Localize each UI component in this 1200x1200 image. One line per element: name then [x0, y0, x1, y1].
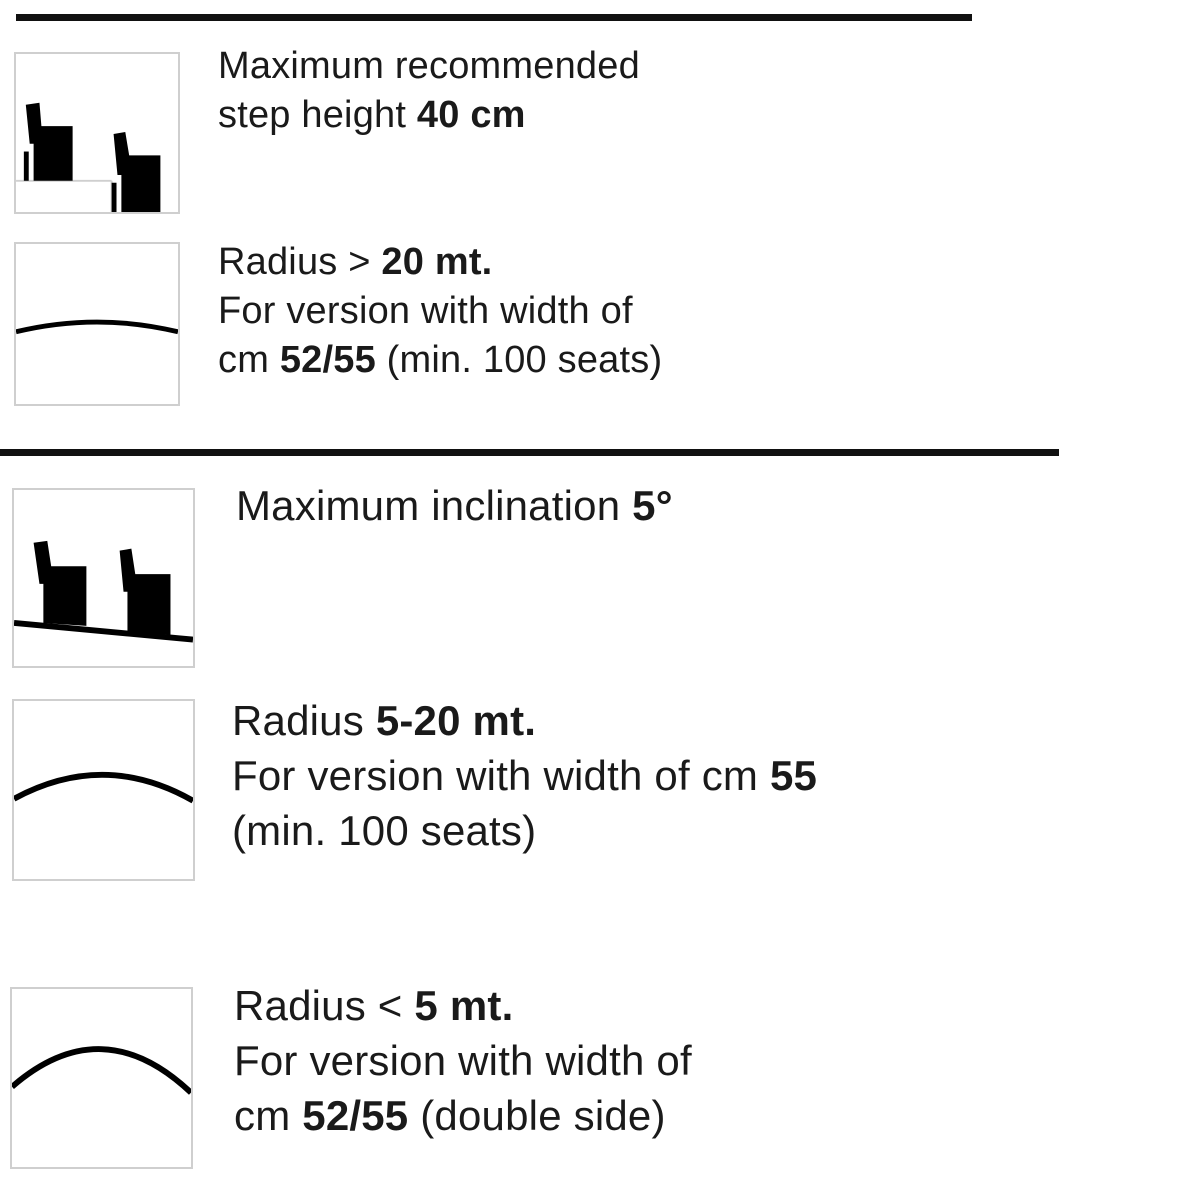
section-divider-top: [16, 14, 972, 21]
text-line: [218, 287, 662, 336]
gentle-curve-radius-icon: [14, 242, 180, 406]
text-line: [218, 336, 662, 385]
two-seats-step-drawing: [16, 54, 178, 212]
two-seats-inclined-drawing: [14, 490, 193, 666]
text-line: [232, 803, 817, 858]
text-line: [236, 478, 673, 533]
text-line: [234, 1088, 692, 1143]
text-line: [232, 693, 817, 748]
section-divider-middle: [0, 449, 1059, 456]
two-seats-step-icon: [14, 52, 180, 214]
text-line: [232, 748, 817, 803]
text-segment-bold: 40 cm: [416, 94, 526, 136]
tight-curve-drawing: [12, 989, 191, 1167]
entry-radius-20-text: [218, 238, 662, 385]
medium-curve-radius-icon: [12, 699, 195, 881]
gentle-curve-drawing: [16, 244, 178, 404]
medium-curve-drawing: [14, 701, 193, 879]
text-line: [234, 978, 692, 1033]
two-seats-inclined-icon: [12, 488, 195, 668]
text-segment: Radius <: [234, 982, 415, 1029]
entry-inclination-text: [236, 478, 673, 533]
text-segment-bold: 20 mt.: [381, 241, 493, 283]
tight-curve-radius-icon: [10, 987, 193, 1169]
text-segment: (min. 100 seats): [375, 339, 663, 381]
entry-radius-5-text: [234, 978, 692, 1143]
text-segment: (double side): [408, 1092, 666, 1139]
text-segment-bold: 5°: [632, 482, 673, 529]
text-segment-bold: 5 mt.: [414, 982, 514, 1029]
text-segment: For version with width of: [218, 290, 633, 332]
text-segment: For version with width of: [234, 1037, 692, 1084]
entry-radius-5-20-text: [232, 693, 817, 858]
text-segment-bold: 55: [769, 752, 818, 799]
text-segment-bold: 5-20 mt.: [375, 697, 537, 744]
text-segment: Radius: [232, 697, 376, 744]
text-line: [218, 238, 662, 287]
text-segment: (min. 100 seats): [232, 807, 537, 854]
text-line: [218, 42, 640, 91]
text-segment: step height: [218, 94, 417, 136]
text-segment: Maximum recommended: [218, 45, 640, 87]
text-segment: Radius >: [218, 241, 382, 283]
text-segment-bold: 52/55: [302, 1092, 409, 1139]
text-segment-bold: 52/55: [279, 339, 376, 381]
text-segment: cm: [218, 339, 280, 381]
text-segment: For version with width of cm: [232, 752, 770, 799]
text-segment: cm: [234, 1092, 303, 1139]
text-line: [234, 1033, 692, 1088]
text-segment: Maximum inclination: [236, 482, 633, 529]
entry-step-height-text: [218, 42, 640, 140]
text-line: [218, 91, 640, 140]
